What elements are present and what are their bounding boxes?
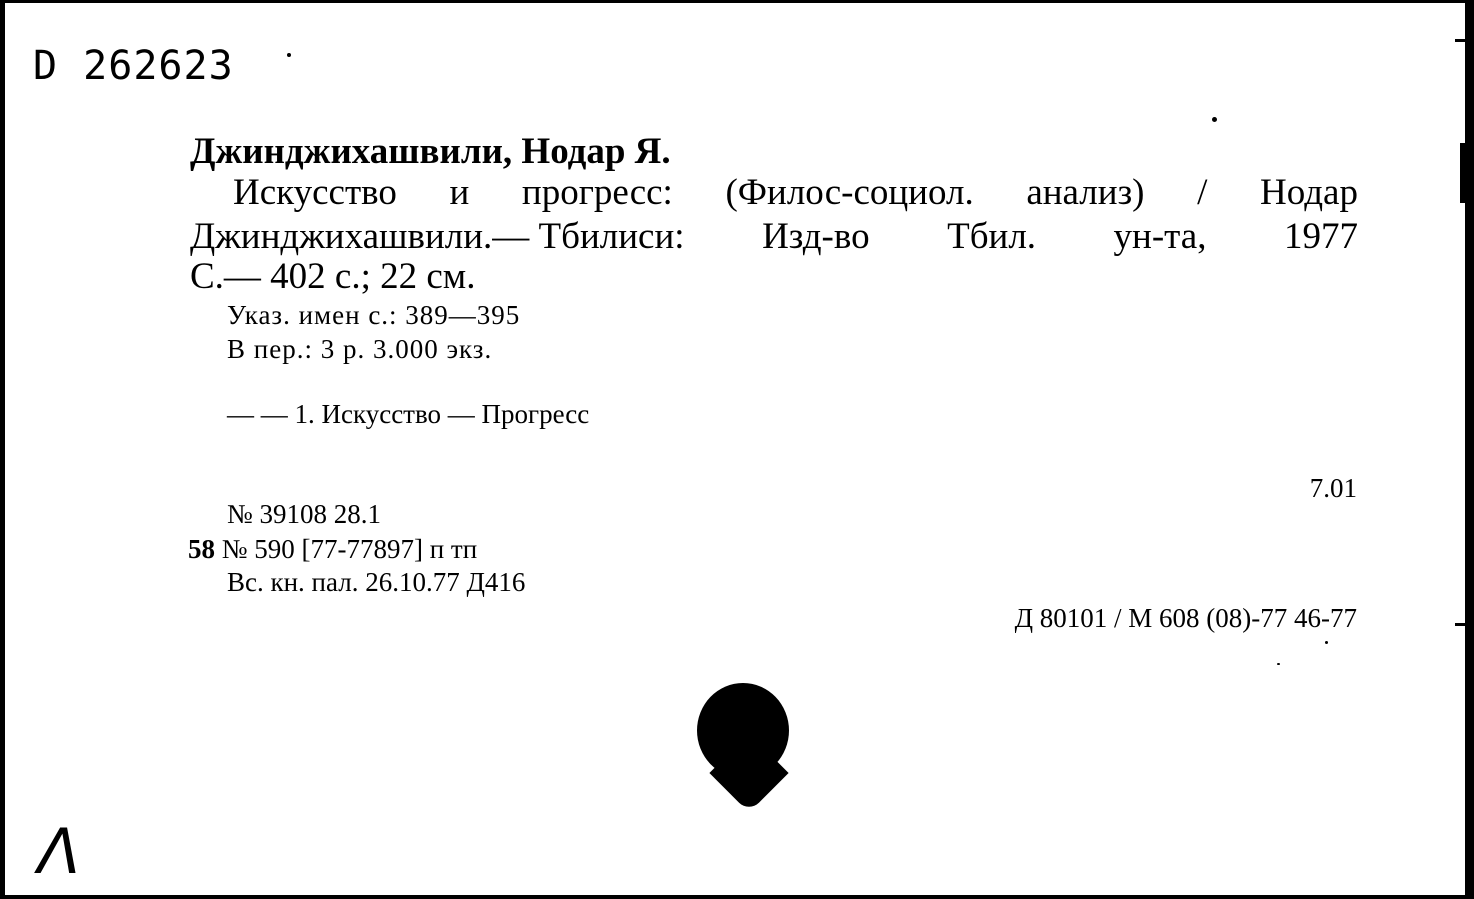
title-word: 1977 — [1283, 216, 1358, 257]
title-line-1 — [233, 171, 1358, 214]
title-word: (Филос-социол. — [725, 172, 974, 213]
edge-mark — [1460, 143, 1465, 203]
title-word: ун-та, — [1113, 216, 1207, 257]
subject-heading: — — 1. Искусство — Прогресс — [227, 399, 590, 429]
registration-number: № 590 [77-77897] п тп — [221, 534, 478, 564]
title-word: анализ) — [1026, 172, 1145, 213]
registration-prefix: 58 — [188, 534, 215, 564]
title-word: и — [449, 172, 470, 213]
note-price: В пер.: 3 р. 3.000 экз. — [227, 334, 493, 364]
ink-speck — [287, 53, 291, 57]
title-word: прогресс: — [521, 172, 673, 213]
author-heading: Джинджихашвили, Нодар Я. — [190, 131, 671, 172]
edge-mark — [1455, 623, 1465, 626]
title-word: Тбил. — [947, 216, 1037, 257]
index-code: Д 80101 / М 608 (08)-77 46-77 — [1014, 603, 1357, 633]
title-word: Нодар — [1260, 172, 1358, 213]
title-word: Джинджихашвили.— Тбилиси: — [190, 216, 685, 257]
title-word: Изд-во — [762, 216, 870, 257]
ink-speck — [1325, 641, 1328, 644]
title-line-2 — [190, 215, 1358, 258]
registration-line-1: № 39108 28.1 — [227, 499, 382, 529]
punch-hole — [697, 683, 789, 778]
edge-mark — [1455, 39, 1465, 42]
note-index: Указ. имен с.: 389—395 — [227, 300, 521, 330]
ink-speck — [1212, 117, 1217, 122]
collation: С.— 402 с.; 22 см. — [190, 256, 476, 297]
handwritten-mark: Λ — [38, 815, 81, 888]
classification-code: 7.01 — [1309, 473, 1357, 503]
ink-speck — [1277, 663, 1280, 665]
registration-line-3: Вс. кн. пал. 26.10.77 Д416 — [227, 567, 526, 597]
call-number: D 262623 — [33, 43, 234, 89]
title-word: Искусство — [233, 172, 397, 213]
registration-line-2 — [188, 534, 477, 565]
catalog-card — [5, 3, 1465, 895]
title-word: / — [1197, 172, 1208, 213]
